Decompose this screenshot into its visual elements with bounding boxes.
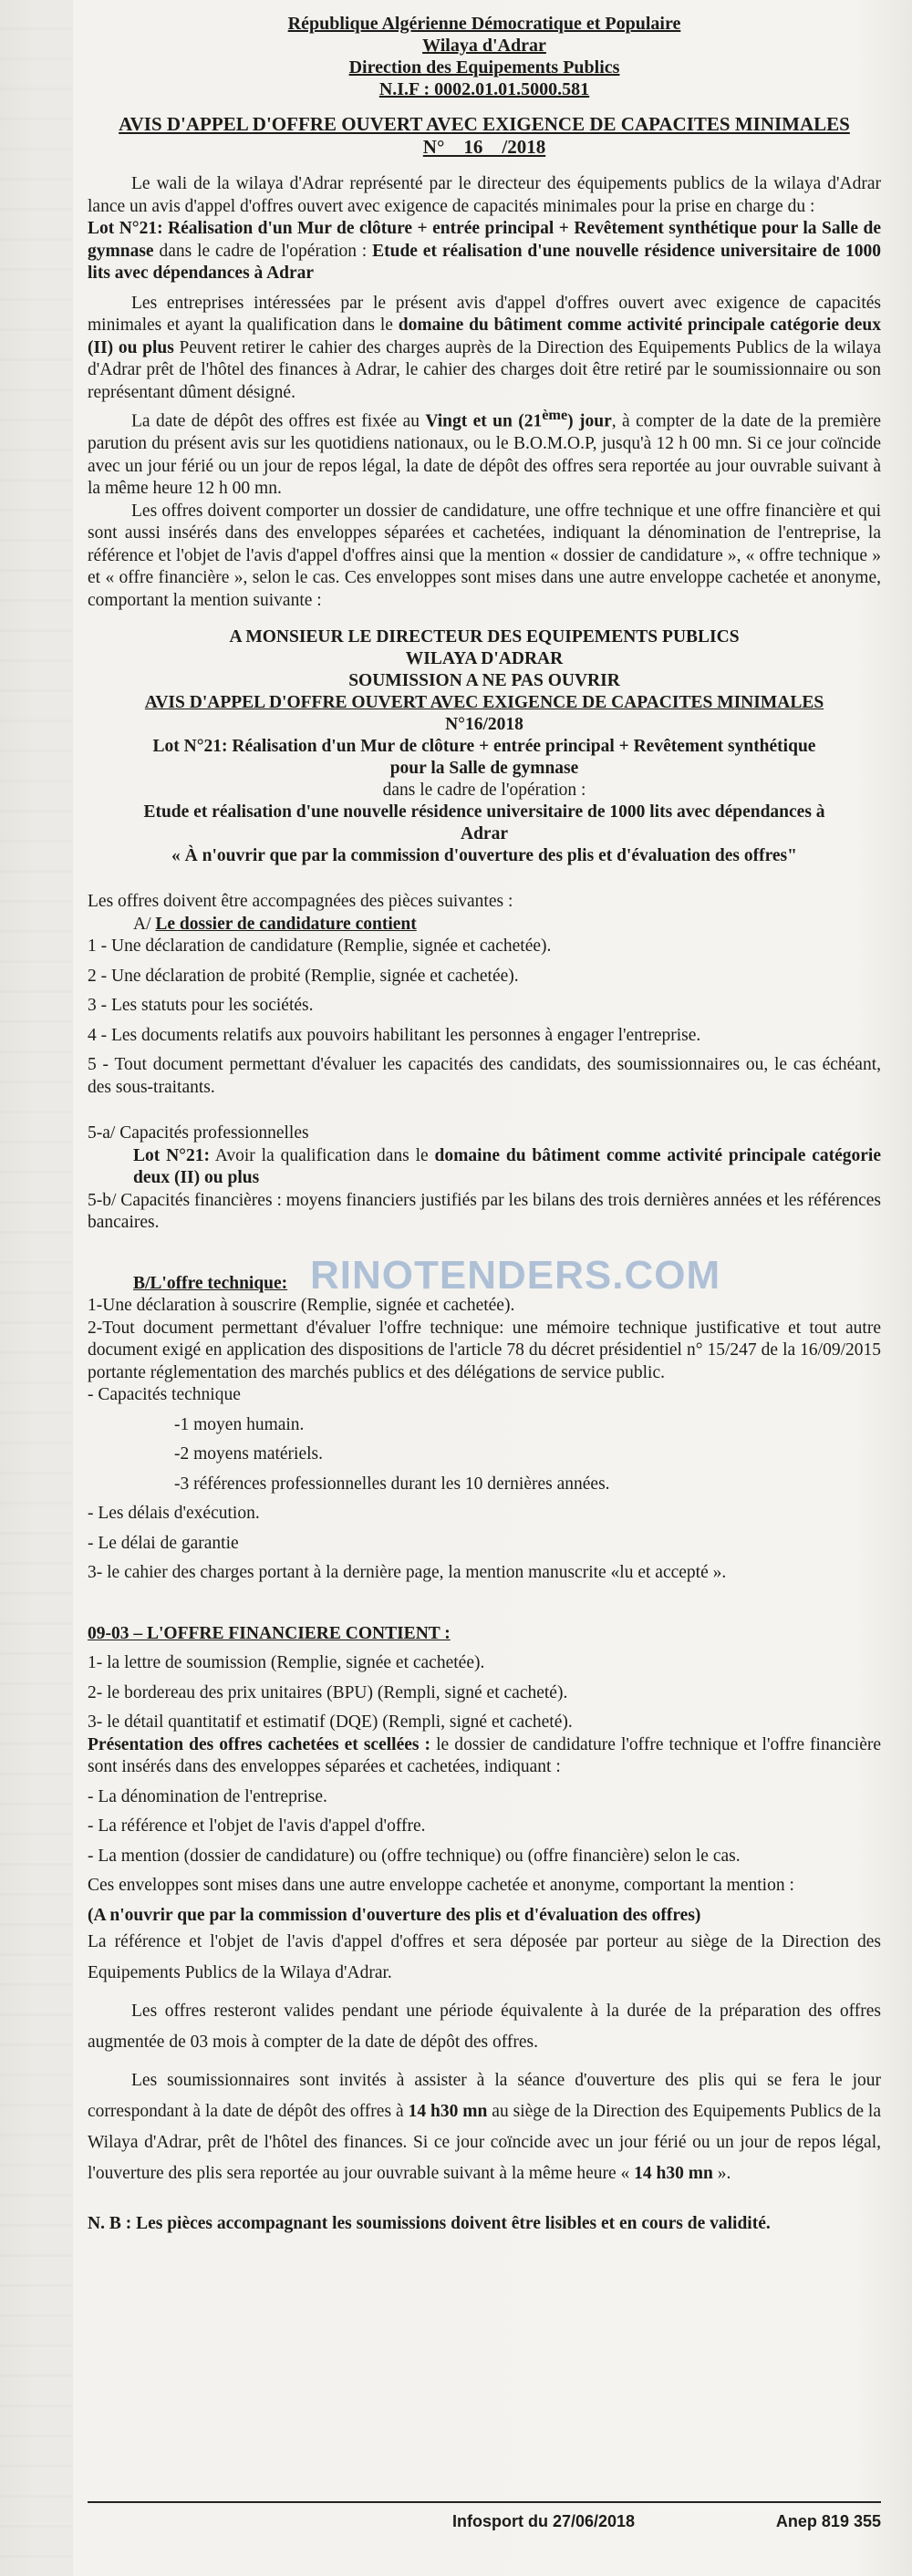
pieces-section xyxy=(88,891,881,1235)
deadline-paragraph xyxy=(88,404,881,501)
candidature-heading xyxy=(88,914,881,936)
presentation-paragraph xyxy=(88,1734,881,1779)
capacites-technique-item: -1 moyen humain. xyxy=(174,1414,305,1434)
financiere-item: 1- la lettre de soumission (Remplie, signée et cachetée). xyxy=(88,1653,485,1672)
presentation-label: Présentation des offres cachetées et scellées : xyxy=(88,1734,431,1754)
candidature-item: 4 - Les documents relatifs aux pouvoirs habilitant les personnes à engager l'entreprise. xyxy=(88,1025,701,1045)
delais-execution: - Les délais d'exécution. xyxy=(88,1504,260,1523)
capacites-technique-item: -3 références professionnelles durant les 10 dernières années. xyxy=(174,1474,610,1494)
deadline-day-end: ) jour xyxy=(567,411,612,431)
seance-text-a: Les soumissionnaires sont invités à assister à la séance d'ouverture des plis qui se fera le jour correspondant à la date de dépôt des offres à xyxy=(88,2071,881,2121)
envelope-line-director: A MONSIEUR LE DIRECTEUR DES EQUIPEMENTS PUBLICS xyxy=(229,627,740,647)
wilaya-line: Wilaya d'Adrar xyxy=(422,36,546,56)
capacites-technique: - Capacités technique xyxy=(88,1385,241,1404)
footer-source: Infosport du 27/06/2018 xyxy=(452,2512,636,2530)
depot-paragraph: La référence et l'objet de l'avis d'appel d'offres et sera déposée par porteur au siège de la Direction des Equipements Publics de la Wilaya d'Adrar. xyxy=(88,1932,881,1982)
capacites-lot-label: Lot N°21: xyxy=(133,1145,210,1165)
technique-title: B/L'offre technique: xyxy=(133,1273,288,1293)
deadline-sup: ème xyxy=(542,407,568,423)
capacites-technique-item: -2 moyens matériels. xyxy=(174,1444,323,1464)
financiere-section xyxy=(88,1623,881,2190)
lot-label: Lot N°21: Réalisation d'un Mur de clôture + entrée principal + Revêtement synthétique pour la Salle de gymnase xyxy=(88,219,881,261)
seance-paragraph xyxy=(88,2065,881,2189)
nota-bene: N. B : Les pièces accompagnant les soumissions doivent être lisibles et en cours de validité. xyxy=(88,2214,771,2233)
financiere-item: 3- le détail quantitatif et estimatif (DQE) (Rempli, signé et cacheté). xyxy=(88,1712,573,1732)
direction-line: Direction des Equipements Publics xyxy=(348,57,620,78)
seance-text-c: au siège de la Direction des Equipements Publics de la Wilaya d'Adrar, prêt de l'hôtel des finances. Si ce jour coïncide avec un jour férié ou un jour de repos légal, l'ouverture des plis sera reportée au jour ouvrable suivant à la même heure « xyxy=(88,2102,881,2183)
presentation-item: - La référence et l'objet de l'avis d'appel d'offre. xyxy=(88,1816,426,1836)
envelope-text: Ces enveloppes sont mises dans une autre enveloppe cachetée et anonyme, comportant la mention : xyxy=(88,1876,794,1895)
envelope-line-lot: Lot N°21: Réalisation d'un Mur de clôture + entrée principal + Revêtement synthétique pour la Salle de gymnase xyxy=(152,737,816,778)
watermark: RINOTENDERS.COM xyxy=(310,1253,721,1298)
envelope-mention: (A n'ouvrir que par la commission d'ouverture des plis et d'évaluation des offres) xyxy=(88,1905,701,1925)
qualification-text-c: Peuvent retirer le cahier des charges auprès de la Direction des Equipements Publics de la wilaya d'Adrar prêt de l'hôtel des finances à Adrar, le cahier des charges doit être retiré par le soumissionnaire ou son représentant dûment désigné. xyxy=(88,337,881,402)
lot-mid: dans le cadre de l'opération : xyxy=(153,241,373,261)
lot-operation: Etude et réalisation d'une nouvelle résidence universitaire de 1000 lits avec dépendances à Adrar xyxy=(88,241,881,283)
financiere-item: 2- le bordereau des prix unitaires (BPU) (Rempli, signé et cacheté). xyxy=(88,1682,568,1702)
technique-section xyxy=(88,1273,881,1585)
seance-text-e: ». xyxy=(712,2164,731,2183)
validite-paragraph: Les offres resteront valides pendant une période équivalente à la durée de la préparation des offres augmentée de 03 mois à compter de la date de dépôt des offres. xyxy=(88,2002,881,2052)
notice-title-line1: AVIS D'APPEL D'OFFRE OUVERT AVEC EXIGENCE DE CAPACITES MINIMALES xyxy=(119,113,850,135)
capacites-professionnelles: 5-a/ Capacités professionnelles xyxy=(88,1123,309,1143)
envelope-line-notice: AVIS D'APPEL D'OFFRE OUVERT AVEC EXIGENCE DE CAPACITES MINIMALES xyxy=(144,693,824,712)
technique-item: 1-Une déclaration à souscrire (Remplie, signée et cachetée). xyxy=(88,1296,515,1315)
presentation-item: - La mention (dossier de candidature) ou (offre technique) ou (offre financière) selon le cas. xyxy=(88,1846,741,1866)
candidature-prefix: A/ xyxy=(133,914,156,934)
qualification-domain: domaine du bâtiment comme activité principale catégorie deux (II) ou plus xyxy=(88,316,881,357)
delai-garantie: - Le délai de garantie xyxy=(88,1533,239,1553)
envelope-mention-block xyxy=(88,626,881,867)
deadline-text-a: La date de dépôt des offres est fixée au xyxy=(131,411,426,431)
footer-anep: Anep 819 355 xyxy=(775,2512,881,2530)
capacites-financieres: 5-b/ Capacités financières : moyens financiers justifiés par les bilans des trois dernières années et les références bancaires. xyxy=(88,1190,881,1232)
republic-line: République Algérienne Démocratique et Populaire xyxy=(287,14,681,34)
capacites-lot xyxy=(88,1145,881,1190)
footer xyxy=(88,2501,881,2530)
intro-paragraph: Le wali de la wilaya d'Adrar représenté par le directeur des équipements publics de la wilaya d'Adrar lance un avis d'appel d'offres ouvert avec exigence de capacités minimales pour la prise en charge du : xyxy=(88,174,881,216)
pieces-intro: Les offres doivent être accompagnées des pièces suivantes : xyxy=(88,892,513,911)
envelope-line-context: dans le cadre de l'opération : xyxy=(382,781,586,800)
presentation-item: - La dénomination de l'entreprise. xyxy=(88,1786,327,1806)
issuer-header xyxy=(88,13,881,100)
presentation-text: le dossier de candidature l'offre technique et l'offre financière sont insérés dans des enveloppes séparées et cachetées, indiquant : xyxy=(88,1734,881,1776)
notice-title xyxy=(88,113,881,159)
candidature-title: Le dossier de candidature contient xyxy=(155,914,417,934)
envelope-line-wilaya: WILAYA D'ADRAR xyxy=(405,649,564,668)
envelope-line-do-not-open: SOUMISSION A NE PAS OUVRIR xyxy=(348,671,620,690)
deadline-text-d: , à compter de la date de la première parution du présent avis sur les quotidiens nationaux, ou le B.O.M.O.P, jusqu'à 12 h 00 mn. Si ce jour coïncide avec un jour férié ou un jour de repos légal, la date de dépôt des offres sera reportée au jour ouvrable suivant à la même heure 12 h 00 mn. xyxy=(88,411,881,498)
qualification-text-a: Les entreprises intéressées par le présent avis d'appel d'offres ouvert avec exigence de capacités minimales et ayant la qualification dans le xyxy=(88,293,881,335)
envelope-line-operation: Etude et réalisation d'une nouvelle résidence universitaire de 1000 lits avec dépendances à Adrar xyxy=(143,802,825,843)
seance-time: 14 h30 mn xyxy=(408,2102,488,2121)
seance-time-repeat: 14 h30 mn xyxy=(634,2164,713,2183)
adjacent-column-edge xyxy=(0,0,73,2576)
nif-line: N.I.F : 0002.01.01.5000.581 xyxy=(378,79,590,99)
financiere-title: 09-03 – L'OFFRE FINANCIERE CONTIENT : xyxy=(88,1623,451,1643)
cahier-des-charges: 3- le cahier des charges portant à la dernière page, la mention manuscrite «lu et accepté ». xyxy=(88,1563,727,1582)
notice-number: N° 16 /2018 xyxy=(422,136,546,158)
lot-description xyxy=(88,218,881,285)
technique-item: 2-Tout document permettant d'évaluer l'offre technique: une mémoire technique justificative et tout autre document exigé en application des dispositions de l'article 78 du décret présidentiel n° 15/247 de la 16/09/2015 portante réglementation des marchés publics et des délégations de service public. xyxy=(88,1318,881,1382)
qualification-paragraph xyxy=(88,293,881,405)
capacites-lot-domain: domaine du bâtiment comme activité principale catégorie deux (II) ou plus xyxy=(133,1145,882,1187)
candidature-item: 2 - Une déclaration de probité (Remplie, signée et cachetée). xyxy=(88,966,519,986)
envelope-line-number: N°16/2018 xyxy=(445,715,523,734)
deadline-day: Vingt et un (21 xyxy=(425,411,543,431)
candidature-item: 5 - Tout document permettant d'évaluer les capacités des candidats, des soumissionnaires ou, le cas échéant, des sous-traitants. xyxy=(88,1055,881,1097)
offers-content-paragraph: Les offres doivent comporter un dossier de candidature, une offre technique et une offre financière et qui sont aussi insérés dans des enveloppes séparées et cachetées, indiquant la dénomination de l'entreprise, la référence et l'objet de l'avis d'appel d'offres ainsi que la mention « dossier de candidature », « offre technique » et « offre financière », selon le cas. Ces enveloppes sont mises dans une autre enveloppe cachetée et anonyme, comportant la mention suivante : xyxy=(88,501,881,610)
capacites-lot-text: Avoir la qualification dans le xyxy=(209,1145,435,1165)
candidature-item: 3 - Les statuts pour les sociétés. xyxy=(88,996,314,1015)
envelope-line-commission: « À n'ouvrir que par la commission d'ouverture des plis et d'évaluation des offres" xyxy=(171,846,797,865)
candidature-item: 1 - Une déclaration de candidature (Remplie, signée et cachetée). xyxy=(88,936,552,956)
